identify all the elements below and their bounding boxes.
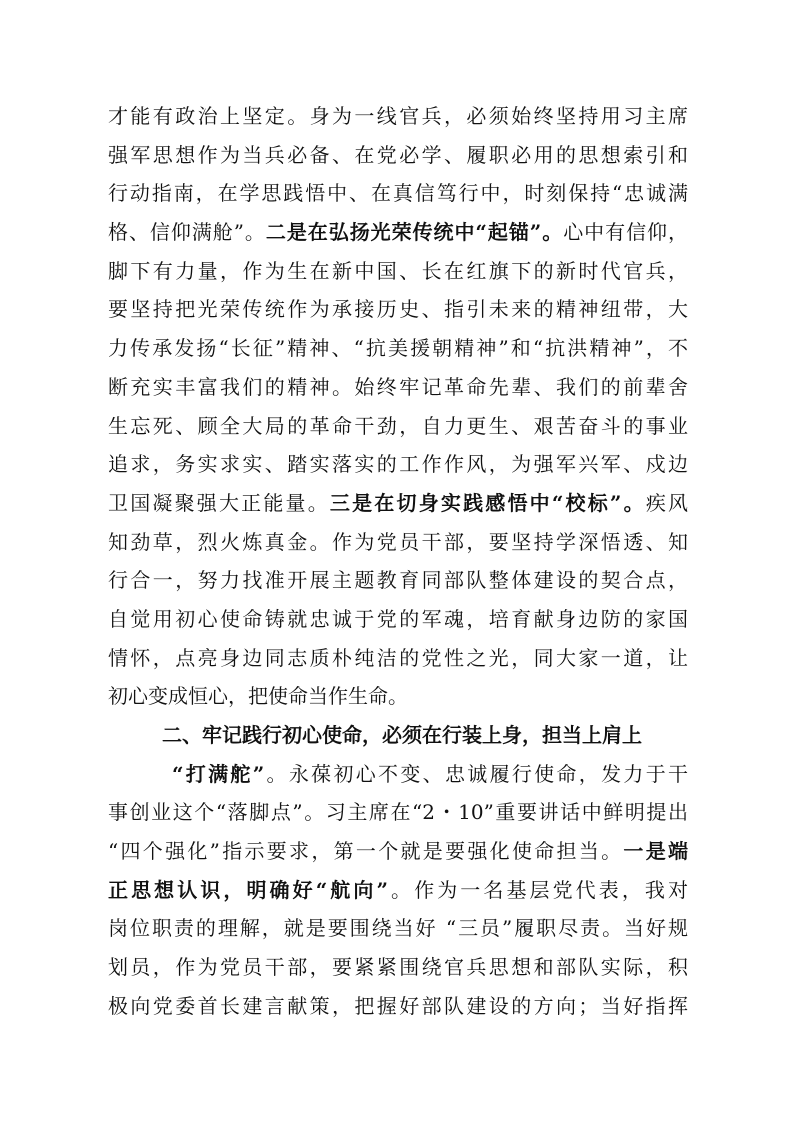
text-span: 脚下有力量，作为生在新中国、长在红旗下的新时代官兵，: [108, 258, 688, 283]
text-span: 生忘死、顾全大局的革命干劲，自力更生、艰苦奋斗的事业: [108, 413, 688, 438]
text-span: “四个强化”指示要求，第一个就是要强化使命担当。: [108, 839, 624, 864]
text-line: [108, 329, 688, 368]
text-span: 疾风: [645, 490, 689, 515]
text-line: [108, 484, 688, 523]
text-span: 。永葆初心不变、忠诚履行使命，发力于干: [264, 761, 689, 786]
text-span: 才能有政治上坚定。身为一线官兵，必须始终坚持用习主席: [108, 104, 688, 128]
text-span: 岗位职责的理解，就是要围绕当好 “三员”履职尽责。当好规: [108, 916, 688, 941]
text-span: 格、信仰满舱”。: [108, 220, 266, 245]
text-line: [108, 368, 688, 407]
text-line: [108, 252, 688, 291]
text-line: [108, 948, 688, 987]
text-span: 卫国凝聚强大正能量。: [108, 490, 330, 515]
text-line: [108, 445, 688, 484]
text-line: [108, 600, 688, 639]
text-line: [108, 561, 688, 600]
text-line: [108, 97, 688, 136]
text-span: 断充实丰富我们的精神。始终牢记革命先辈、我们的前辈舍: [108, 374, 688, 399]
text-line: [108, 832, 688, 871]
text-span: 力传承发扬“长征”精神、“抗美援朝精神”和“抗洪精神”，不: [108, 336, 688, 361]
text-line: [108, 174, 688, 213]
text-span: 初心变成恒心，把使命当作生命。: [108, 684, 408, 709]
heading-text: 二、牢记践行初心使命，必须在行装上身，担当上肩上: [162, 723, 642, 747]
bold-text-span: 一是端: [623, 839, 689, 864]
text-line: [108, 987, 688, 1026]
bold-text-span: “打满舵”: [172, 761, 265, 786]
text-span: 自觉用初心使命铸就忠诚于党的军魂，培育献身边防的家国: [108, 606, 688, 631]
text-span: 划员，作为党员干部，要紧紧围绕官兵思想和部队实际，积: [108, 955, 688, 980]
text-line: [108, 793, 688, 832]
section-heading: [108, 716, 688, 755]
text-span: 心中有信仰，: [563, 220, 688, 245]
text-line: [108, 909, 688, 948]
bold-text-span: 三是在切身实践感悟中“校标”。: [329, 490, 646, 515]
text-line: [108, 523, 688, 562]
text-line: [108, 639, 688, 678]
text-span: 要坚持把光荣传统作为承接历史、指引未来的精神纽带，大: [108, 297, 688, 322]
bold-text-span: 正思想认识，明确好“航向”: [108, 877, 388, 902]
text-span: 事创业这个“落脚点”。习主席在“2・10”重要讲话中鲜明提出: [108, 800, 688, 825]
text-line: [108, 407, 688, 446]
text-span: 极向党委首长建言献策，把握好部队建设的方向；当好指挥: [108, 993, 688, 1018]
text-line: [108, 213, 688, 252]
text-line: [108, 290, 688, 329]
bold-text-span: 二是在弘扬光荣传统中“起锚”。: [265, 220, 564, 245]
text-line: [108, 871, 688, 910]
text-line: [108, 755, 688, 794]
text-span: 知劲草，烈火炼真金。作为党员干部，要坚持学深悟透、知: [108, 529, 688, 554]
paragraph-last-line: [108, 677, 688, 716]
text-line: [108, 136, 688, 175]
text-span: 强军思想作为当兵必备、在党必学、履职必用的思想索引和: [108, 142, 688, 167]
text-span: 追求，务实求实、踏实落实的工作作风，为强军兴军、戍边: [108, 452, 688, 477]
body-text: [108, 97, 688, 1026]
text-span: 。作为一名基层党代表，我对: [387, 877, 689, 902]
text-span: 情怀，点亮身边同志质朴纯洁的党性之光，同大家一道，让: [108, 645, 688, 670]
text-span: 行动指南，在学思践悟中、在真信笃行中，时刻保持“忠诚满: [108, 181, 688, 206]
text-span: 行合一，努力找准开展主题教育同部队整体建设的契合点，: [108, 568, 688, 593]
